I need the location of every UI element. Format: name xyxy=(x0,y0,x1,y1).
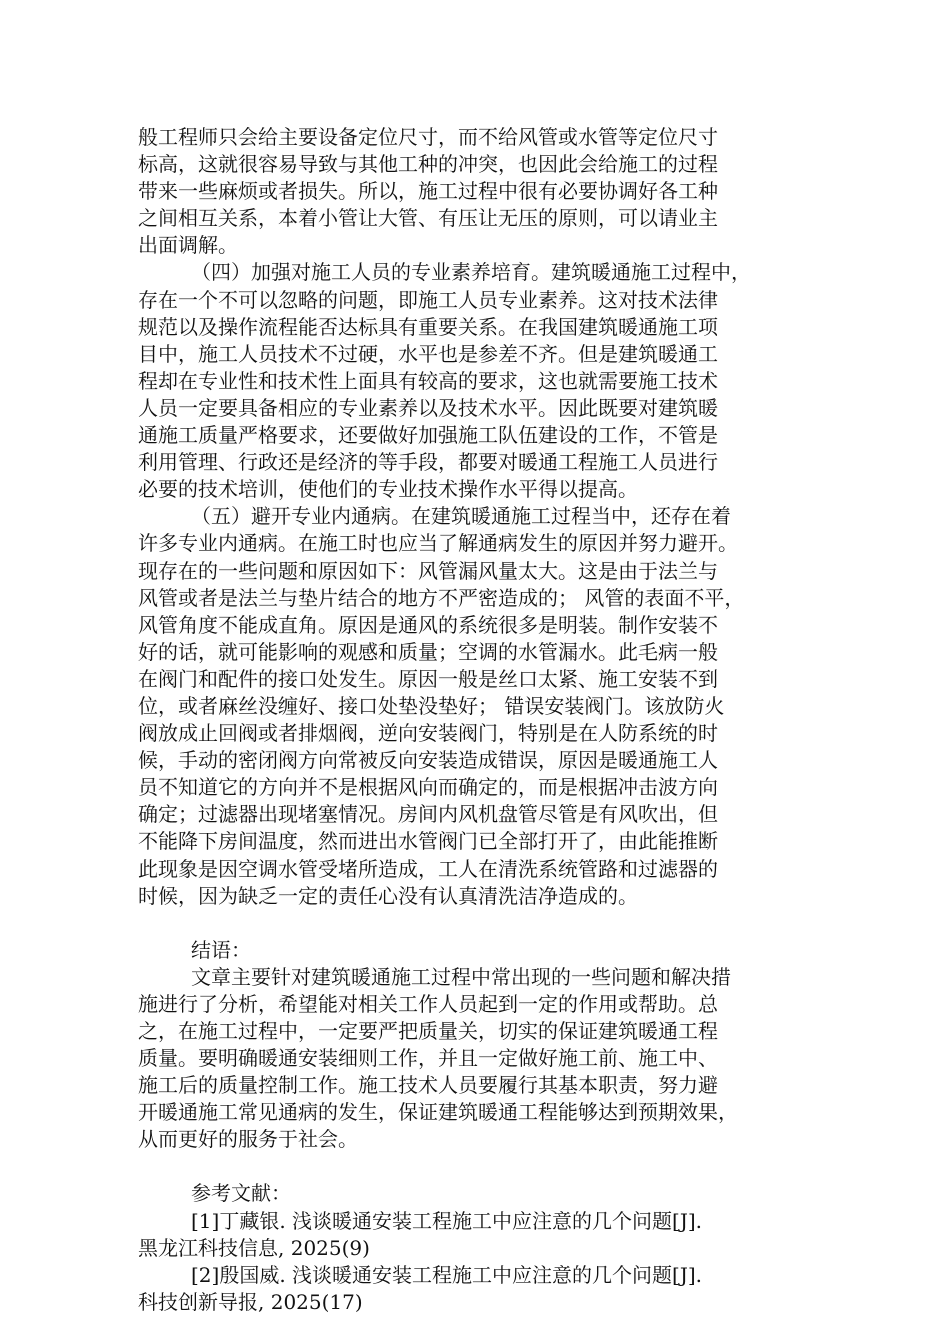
conclusion-line: 之，在施工过程中，一定要严把质量关，切实的保证建筑暖通工程 xyxy=(138,1019,718,1043)
conclusion-line: 施工后的质量控制工作。施工技术人员要履行其基本职责，努力避 xyxy=(138,1073,718,1098)
conclusion-line: 施进行了分析，希望能对相关工作人员起到一定的作用或帮助。总 xyxy=(138,991,718,1016)
conclusion-line: 开暖通施工常见通病的发生，保证建筑暖通工程能够达到预期效果， xyxy=(138,1100,738,1125)
document-body xyxy=(138,124,838,1316)
para5-line: 员不知道它的方向并不是根据风向而确定的，而是根据冲击波方向 xyxy=(138,775,718,800)
conclusion-line: 从而更好的服务于社会。 xyxy=(138,1127,358,1152)
para5-line: 风管或者是法兰与垫片结合的地方不严密造成的； 风管的表面不平， xyxy=(138,585,745,610)
para5-line: 现存在的一些问题和原因如下：风管漏风量太大。这是由于法兰与 xyxy=(138,558,718,583)
para4-line: 通施工质量严格要求，还要做好加强施工队伍建设的工作，不管是 xyxy=(138,423,718,448)
para5-line: 确定；过滤器出现堵塞情况。房间内风机盘管尽管是有风吹出，但 xyxy=(138,802,718,827)
para5-line: （五）避开专业内通病。在建筑暖通施工过程当中，还存在着 xyxy=(191,504,731,529)
para5-line: 风管角度不能成直角。原因是通风的系统很多是明装。制作安装不 xyxy=(138,612,718,637)
section-line: 般工程师只会给主要设备定位尺寸，而不给风管或水管等定位尺寸 xyxy=(138,125,718,149)
conclusion-line: 质量。要明确暖通安装细则工作，并且一定做好施工前、施工中、 xyxy=(138,1046,718,1071)
para5-line: 在阀门和配件的接口处发生。原因一般是丝口太紧、施工安装不到 xyxy=(138,666,718,691)
para5-line: 不能降下房间温度，然而进出水管阀门已全部打开了，由此能推断 xyxy=(138,829,718,854)
conclusion-heading: 结语： xyxy=(191,937,251,962)
references-heading: 参考文献： xyxy=(191,1181,291,1206)
reference-line: 黑龙江科技信息, 2025(9) xyxy=(138,1235,370,1260)
section-line: 之间相互关系，本着小管让大管、有压让无压的原则，可以请业主 xyxy=(138,206,718,231)
conclusion-line: 文章主要针对建筑暖通施工过程中常出现的一些问题和解决措 xyxy=(191,964,731,989)
para5-line: 时候，因为缺乏一定的责任心没有认真清洗洁净造成的。 xyxy=(138,883,638,908)
blank-line xyxy=(138,910,838,937)
para4-line: 存在一个不可以忽略的问题，即施工人员专业素养。这对技术法律 xyxy=(138,287,718,312)
para4-line: 程却在专业性和技术性上面具有较高的要求，这也就需要施工技术 xyxy=(138,368,718,393)
reference-line: [1]丁藏银. 浅谈暖通安装工程施工中应注意的几个问题[J]. xyxy=(191,1208,703,1233)
section-line: 标高，这就很容易导致与其他工种的冲突，也因此会给施工的过程 xyxy=(138,152,718,177)
para5-line: 位，或者麻丝没缠好、接口处垫没垫好； 错误安装阀门。该放防火 xyxy=(138,693,725,718)
para4-line: 利用管理、行政还是经济的等手段，都要对暖通工程施工人员进行 xyxy=(138,450,718,475)
reference-line: 科技创新导报, 2025(17) xyxy=(138,1289,363,1314)
para4-line: （四）加强对施工人员的专业素养培育。建筑暖通施工过程中， xyxy=(191,260,751,285)
para4-line: 人员一定要具备相应的专业素养以及技术水平。因此既要对建筑暖 xyxy=(138,395,718,420)
section-line: 出面调解。 xyxy=(138,233,238,258)
para4-line: 规范以及操作流程能否达标具有重要关系。在我国建筑暖通施工项 xyxy=(138,314,718,339)
reference-line: [2]殷国威. 浅谈暖通安装工程施工中应注意的几个问题[J]. xyxy=(191,1262,703,1287)
para4-line: 必要的技术培训，使他们的专业技术操作水平得以提高。 xyxy=(138,477,638,502)
blank-line xyxy=(138,1153,838,1180)
section-line: 带来一些麻烦或者损失。所以，施工过程中很有必要协调好各工种 xyxy=(138,179,718,204)
para4-line: 目中，施工人员技术不过硬，水平也是参差不齐。但是建筑暖通工 xyxy=(138,341,718,366)
para5-line: 好的话，就可能影响的观感和质量；空调的水管漏水。此毛病一般 xyxy=(138,639,718,664)
para5-line: 许多专业内通病。在施工时也应当了解通病发生的原因并努力避开。 xyxy=(138,531,738,556)
para5-line: 阀放成止回阀或者排烟阀，逆向安装阀门，特别是在人防系统的时 xyxy=(138,721,718,746)
para5-line: 此现象是因空调水管受堵所造成，工人在清洗系统管路和过滤器的 xyxy=(138,856,718,881)
para5-line: 候，手动的密闭阀方向常被反向安装造成错误，原因是暖通施工人 xyxy=(138,748,718,773)
